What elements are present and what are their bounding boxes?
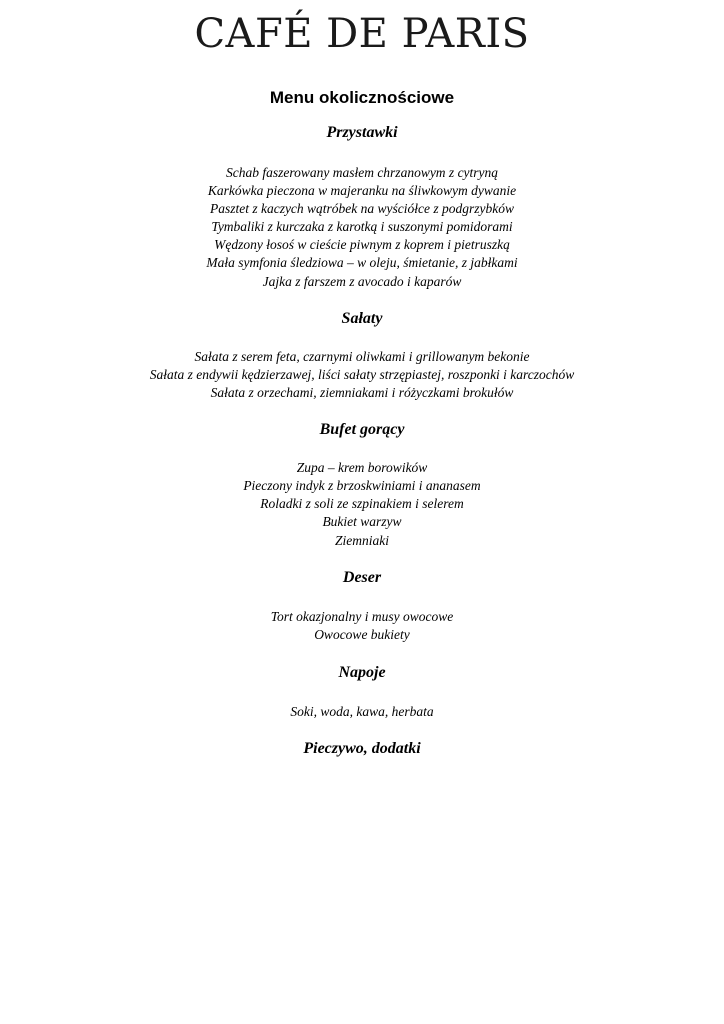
- menu-item: Tymbaliki z kurczaka z karotką i suszonymi pomidorami: [211, 219, 513, 234]
- section-heading-salaty: Sałaty: [341, 310, 383, 327]
- section-heading-przystawki: Przystawki: [326, 124, 398, 141]
- menu-item: Sałata z serem feta, czarnymi oliwkami i grillowanym bekonie: [194, 349, 530, 364]
- menu-item: Schab faszerowany masłem chrzanowym z cytryną: [225, 165, 499, 180]
- menu-item: Soki, woda, kawa, herbata: [290, 704, 434, 719]
- menu-item: Ziemniaki: [335, 533, 389, 548]
- menu-item: Jajka z farszem z avocado i kaparów: [262, 274, 462, 289]
- section-heading-pieczywo-dodatki: Pieczywo, dodatki: [303, 740, 421, 757]
- menu-item: Wędzony łosoś w cieście piwnym z koprem i pietruszką: [214, 237, 510, 252]
- menu-item: Tort okazjonalny i musy owocowe: [270, 609, 454, 624]
- menu-title: Menu okolicznościowe: [269, 88, 455, 107]
- menu-item: Karkówka pieczona w majeranku na śliwkowym dywanie: [207, 183, 517, 198]
- menu-item: Bukiet warzyw: [322, 514, 402, 529]
- menu-item: Mała symfonia śledziowa – w oleju, śmietanie, z jabłkami: [206, 255, 518, 270]
- menu-item: Pasztet z kaczych wątróbek na wyściółce z podgrzybków: [209, 201, 515, 216]
- menu-item: Sałata z orzechami, ziemniakami i różyczkami brokułów: [210, 385, 514, 400]
- cafe-logo: CAFÉ DE PARIS: [194, 11, 530, 57]
- menu-item: Zupa – krem borowików: [296, 460, 428, 475]
- section-heading-napoje: Napoje: [338, 664, 386, 681]
- menu-item: Pieczony indyk z brzoskwiniami i ananasem: [243, 478, 481, 493]
- menu-item: Roladki z soli ze szpinakiem i selerem: [260, 496, 464, 511]
- menu-item: Owocowe bukiety: [314, 627, 410, 642]
- section-heading-bufet-goracy: Bufet gorący: [319, 421, 405, 438]
- menu-item: Sałata z endywii kędzierzawej, liści sałaty strzępiastej, roszponki i karczochów: [149, 367, 575, 382]
- section-heading-deser: Deser: [342, 569, 382, 586]
